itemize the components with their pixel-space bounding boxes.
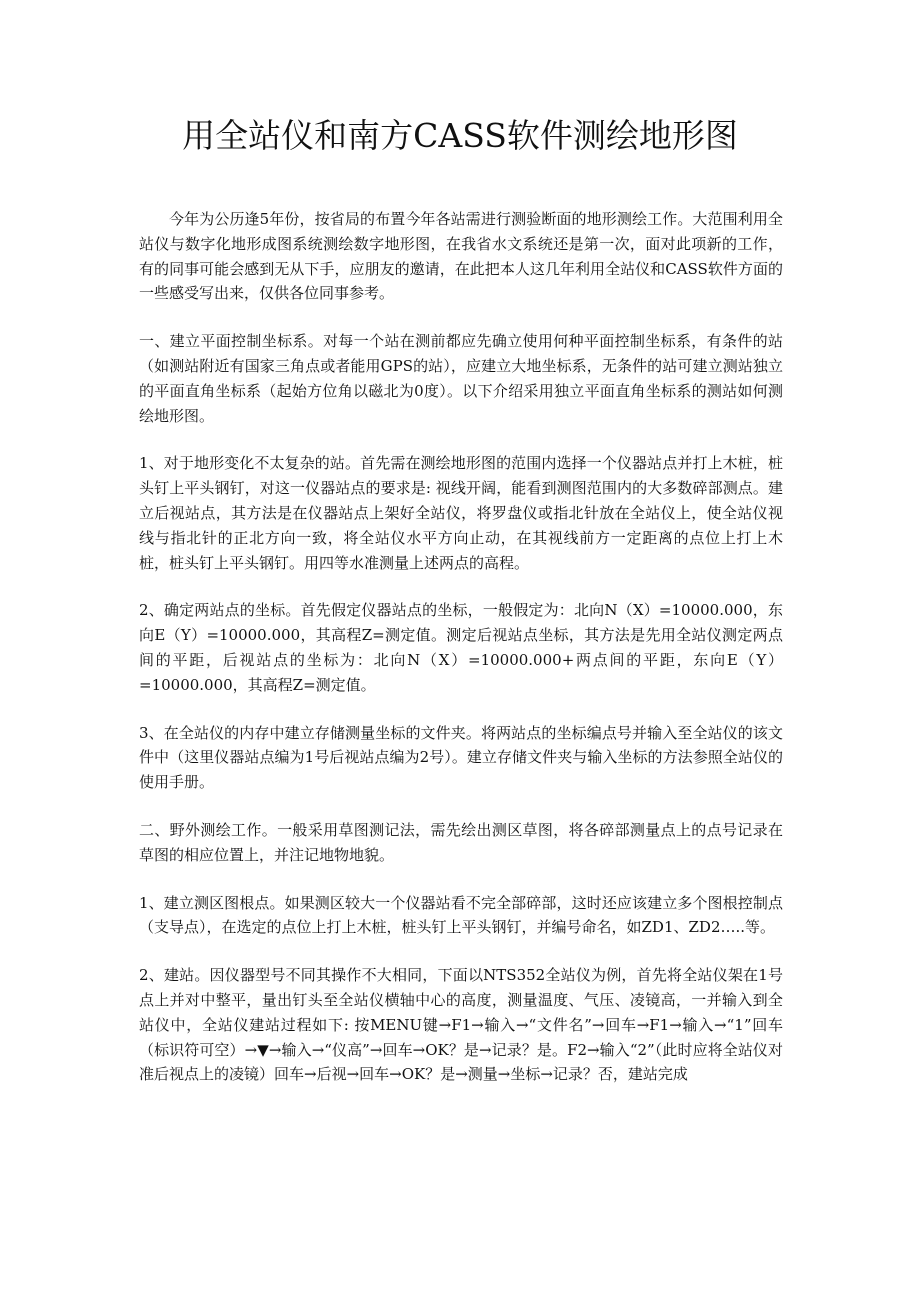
document-title: 用全站仪和南方CASS软件测绘地形图 bbox=[182, 116, 738, 155]
section-1-step-1-paragraph: 1、对于地形变化不太复杂的站。首先需在测绘地形图的范围内选择一个仪器站点并打上木桩，桩头钉上平头钢钉，对这一仪器站点的要求是: 视线开阔，能看到测图范围内的大多数碎部测点。建立后视站点，其方法是在仪器站点上架好全站仪，将罗盘仪或指北针放在全站仪上，使全站仪视线与指北针的正北方向一致，将全站仪水平方向止动，在其视线前方一定距离的点位上打上木桩，桩头钉上平头钢钉。用四等水准测量上述两点的高程。 bbox=[139, 454, 783, 572]
document-body bbox=[139, 207, 783, 1110]
section-1-paragraph: 一、建立平面控制坐标系。对每一个站在测前都应先确立使用何种平面控制坐标系，有条件的站（如测站附近有国家三角点或者能用GPS的站），应建立大地坐标系，无条件的站可建立测站独立的平面直角坐标系（起始方位角以磁北为0度）。以下介绍采用独立平面直角坐标系的测站如何测绘地形图。 bbox=[139, 332, 783, 425]
section-2-paragraph: 二、野外测绘工作。一般采用草图测记法，需先绘出测区草图，将各碎部测量点上的点号记录在草图的相应位置上，并注记地物地貌。 bbox=[139, 820, 783, 864]
section-1-step-3-paragraph: 3、在全站仪的内存中建立存储测量坐标的文件夹。将两站点的坐标编点号并输入至全站仪的该文件中（这里仪器站点编为1号后视站点编为2号）。建立存储文件夹与输入坐标的方法参照全站仪的使用手册。 bbox=[139, 723, 783, 792]
section-1-step-2-paragraph: 2、确定两站点的坐标。首先假定仪器站点的坐标，一般假定为：北向N（X）=10000.000，东向E（Y）=10000.000，其高程Z=测定值。测定后视站点坐标，其方法是先用全站仪测定两点间的平距，后视站点的坐标为：北向N（X）=10000.000+两点间的平距，东向E（Y）=10000.000，其高程Z=测定值。 bbox=[139, 601, 783, 694]
section-2-step-2-paragraph: 2、建站。因仪器型号不同其操作不大相同，下面以NTS352全站仪为例，首先将全站仪架在1号点上并对中整平，量出钉头至全站仪横轴中心的高度，测量温度、气压、凌镜高，一并输入到全站仪中，全站仪建站过程如下: 按MENU键→F1→输入→“文件名”→回车→F1→输入→“1”回车（标识符可空）→▼→输入→“仪高”→回车→OK？是→记录？是。F2→输入“2”（此时应将全站仪对准后视点上的凌镜）回车→后视→回车→OK？是→测量→坐标→记录？否，建站完成 bbox=[139, 966, 783, 1084]
section-2-step-1-paragraph: 1、建立测区图根点。如果测区较大一个仪器站看不完全部碎部，这时还应该建立多个图根控制点（支导点），在选定的点位上打上木桩，桩头钉上平头钢钉，并编号命名，如ZD1、ZD2…..等。 bbox=[139, 893, 783, 937]
intro-paragraph: 今年为公历逢5年份，按省局的布置今年各站需进行测验断面的地形测绘工作。大范围利用全站仪与数字化地形成图系统测绘数字地形图，在我省水文系统还是第一次，面对此项新的工作，有的同事可能会感到无从下手，应朋友的邀请，在此把本人这几年利用全站仪和CASS软件方面的一些感受写出来，仅供各位同事参考。 bbox=[139, 210, 783, 303]
